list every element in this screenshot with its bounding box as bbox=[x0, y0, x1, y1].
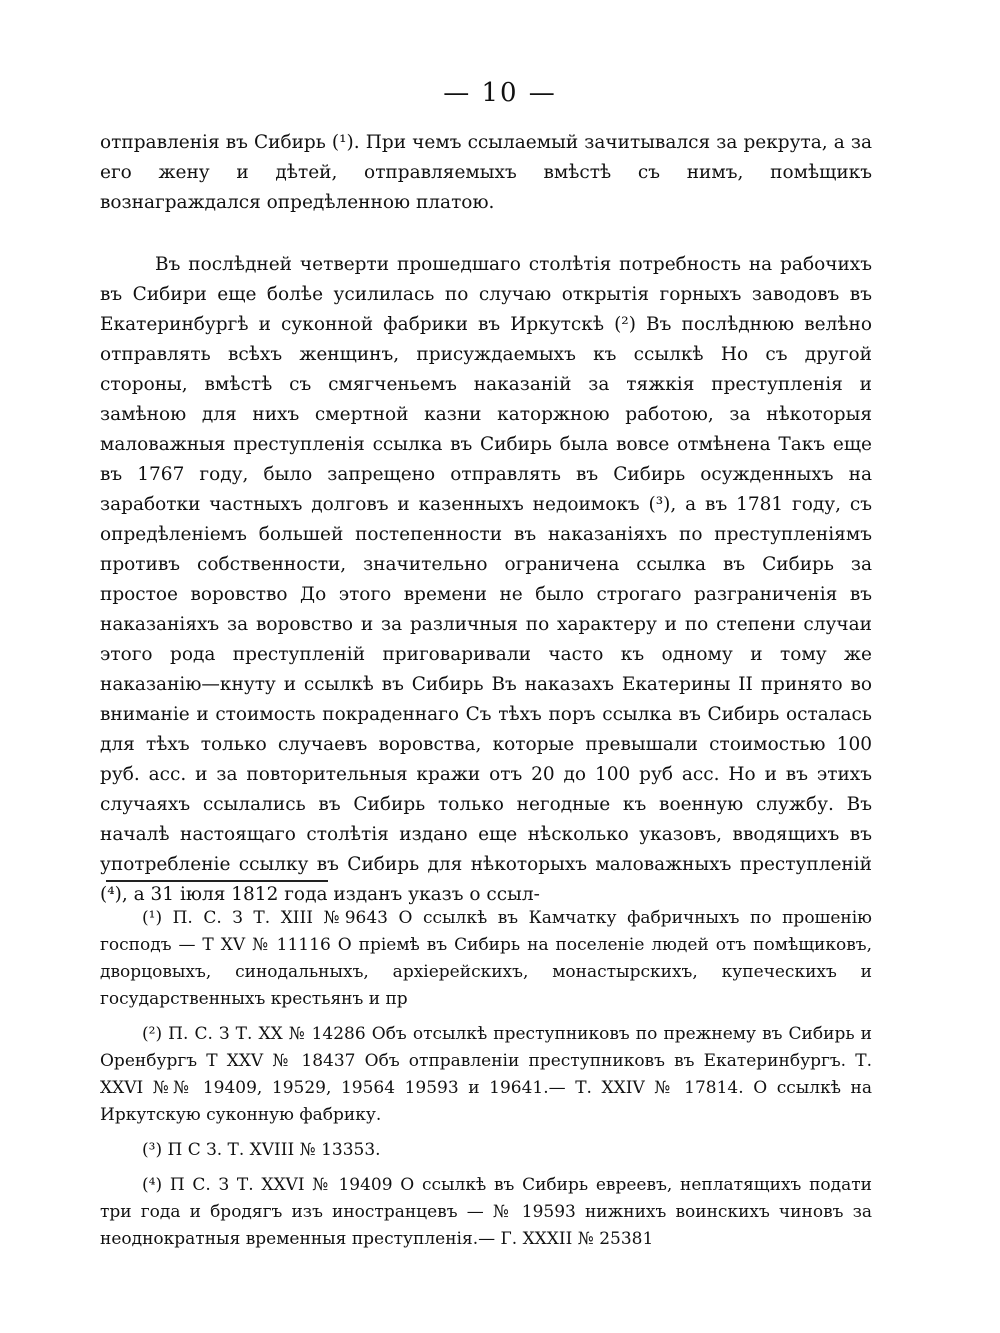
footnote-4: (⁴) П С. З Т. XXVI № 19409 О ссылкѣ въ Сибирь евреевъ, неплатящихъ подати три года и бродягъ изъ иностранцевъ — № 19593 нижнихъ воинскихъ чиновъ за неоднократныя временныя преступленія.— Г. XXXII № 25381 bbox=[100, 1175, 872, 1249]
page-number: — 10 — bbox=[443, 78, 557, 108]
footnote-1: (¹) П. С. З Т. XIII №9643 О ссылкѣ въ Камчатку фабричныхъ по прошенію господъ — Т XV № 11116 О пріемѣ въ Сибирь на поселеніе людей отъ помѣщиковъ, дворцовыхъ, синодальныхъ, архіерейскихъ, монастырскихъ, купеческихъ и государственныхъ крестьянъ и пр bbox=[100, 908, 872, 1009]
footnote-divider bbox=[106, 880, 328, 882]
footnote-2: (²) П. С. З Т. XX № 14286 Объ отсылкѣ преступниковъ по прежнему въ Сибирь и Оренбургъ Т XXV № 18437 Объ отправленіи преступниковъ въ Екатеринбургъ. Т. XXVI №№ 19409, 19529, 19564 19593 и 19641.— Т. XXIV № 17814. О ссылкѣ на Иркутскую суконную фабрику. bbox=[100, 1024, 872, 1125]
footnotes bbox=[100, 905, 872, 1261]
paragraph-1: отправленія въ Сибирь (¹). При чемъ ссылаемый зачитывался за рекрута, а за его жену и дѣтей, отправляемыхъ вмѣстѣ съ нимъ, помѣщикъ вознаграждался опредѣленною платою. bbox=[100, 132, 872, 213]
paragraph-2: Въ послѣдней четверти прошедшаго столѣтія потребность на рабочихъ въ Сибири еще болѣе усилилась по случаю открытія горныхъ заводовъ въ Екатеринбургѣ и суконной фабрики въ Иркутскѣ (²) Въ послѣднюю велѣно отправлять всѣхъ женщинъ, присуждаемыхъ къ ссылкѣ Но съ другой стороны, вмѣстѣ съ смягченьемъ наказаній за тяжкія преступленія и замѣною для нихъ смертной казни каторжною работою, за нѣкоторыя маловажныя преступленія ссылка въ Сибирь была вовсе отмѣнена Такъ еще въ 1767 году, было запрещено отправлять въ Сибирь осужденныхъ на заработки частныхъ долговъ и казенныхъ недоимокъ (³), а въ 1781 году, съ опредѣленіемъ большей постепенности въ наказаніяхъ по преступленіямъ противъ собственности, значительно ограничена ссылка въ Сибирь за простое воровство До этого времени не было строгаго разграниченія въ наказаніяхъ за воровство и за различныя по характеру и по степени случаи этого рода преступленій приговаривали часто къ одному и тому же наказанію—кнуту и ссылкѣ въ Сибирь Въ наказахъ Екатерины II принято во вниманіе и стоимость покраденнаго Съ тѣхъ поръ ссылка въ Сибирь осталась для тѣхъ только случаевъ воровства, которые превышали стоимостью 100 руб. асс. и за повторительныя кражи отъ 20 до 100 руб асс. Но и въ этихъ случаяхъ ссылались въ Сибирь только негодные къ военную службу. Въ началѣ настоящаго столѣтія издано еще нѣсколько указовъ, вводящихъ въ употребленіе ссылку въ Сибирь для нѣкоторыхъ маловажныхъ преступленій (⁴), а 31 іюля 1812 года изданъ указъ о ссыл- bbox=[100, 254, 872, 905]
footnote-3: (³) П С З. Т. XVIII № 13353. bbox=[142, 1140, 381, 1160]
